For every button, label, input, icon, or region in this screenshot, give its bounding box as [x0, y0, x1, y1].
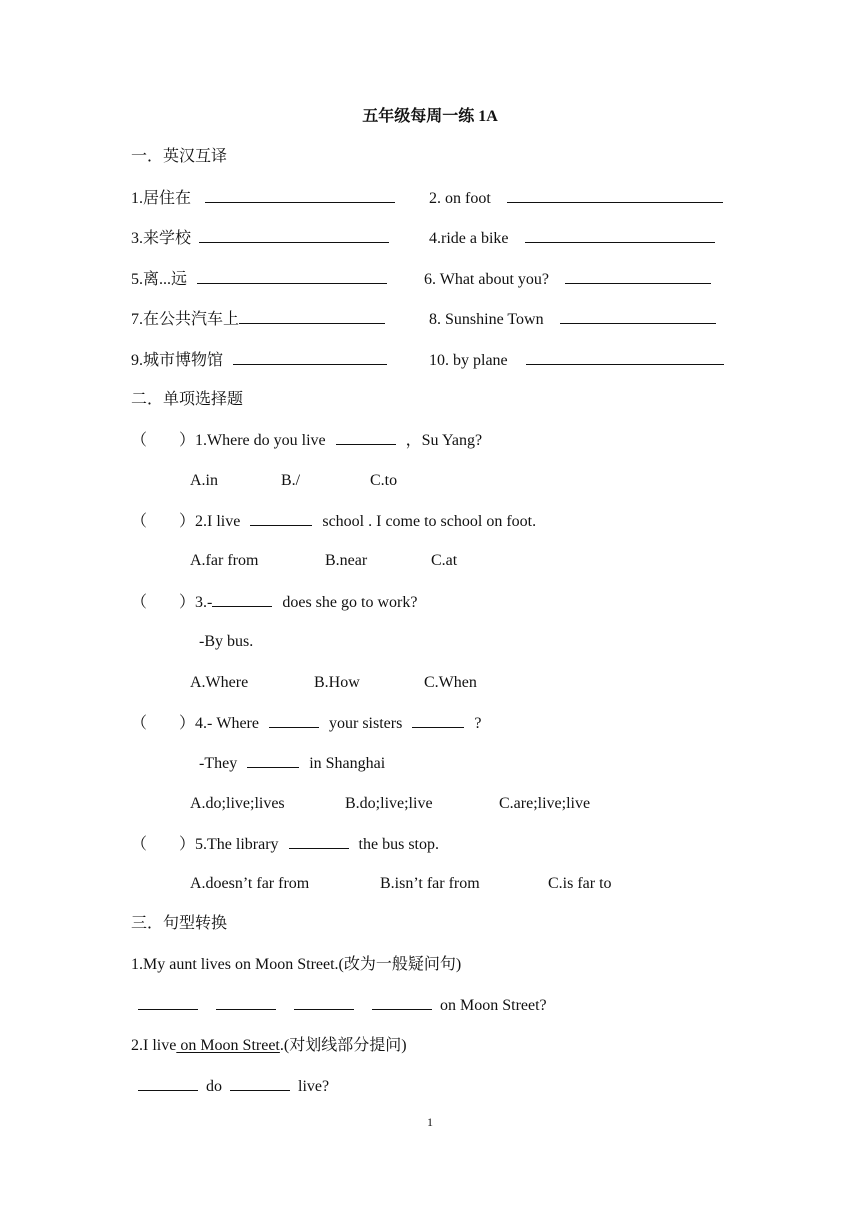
translate-item-6: [424, 269, 711, 290]
answer-blank[interactable]: [525, 228, 715, 243]
option-c[interactable]: C.are;live;live: [499, 795, 591, 812]
item-text: 9.城市博物馆: [131, 352, 224, 369]
answer-blank[interactable]: [239, 309, 385, 324]
option-b[interactable]: B./: [281, 472, 301, 489]
answer-text: in Shanghai: [309, 755, 386, 772]
question-text: ，Su Yang?: [405, 432, 483, 449]
section3-heading: 三．句型转换: [131, 915, 228, 932]
choice-question-3: [131, 592, 417, 613]
item-text: 4.ride a bike: [429, 230, 509, 247]
answer-blank[interactable]: [372, 995, 432, 1010]
item-text: 5.离...远: [131, 271, 188, 288]
answer-blank[interactable]: [250, 511, 312, 526]
answer-blank[interactable]: [138, 1076, 198, 1091]
answer-paren[interactable]: （ ）: [131, 513, 196, 530]
underlined-phrase: on Moon Street: [176, 1037, 280, 1054]
question-text: 2.I live: [131, 1037, 177, 1054]
answer-blank[interactable]: [247, 753, 299, 768]
question-text: 5.The library: [195, 836, 279, 853]
translate-item-5: [131, 269, 387, 290]
answer-blank[interactable]: [336, 430, 396, 445]
item-text: 7.在公共汽车上: [131, 311, 240, 328]
translate-item-8: [429, 309, 716, 330]
transform-answer-1: [138, 995, 547, 1016]
translate-item-3: [131, 228, 389, 249]
option-a[interactable]: A.Where: [190, 674, 249, 691]
section1-heading: 一．英汉互译: [131, 148, 228, 165]
translate-item-2: [429, 188, 723, 209]
choice-question-2: [131, 511, 536, 532]
question-text: school . I come to school on foot.: [322, 513, 537, 530]
option-b[interactable]: B.do;live;live: [345, 795, 433, 812]
answer-word: do: [206, 1078, 222, 1095]
question-text: the bus stop.: [358, 836, 439, 853]
answer-blank[interactable]: [212, 592, 272, 607]
answer-paren[interactable]: （ ）: [131, 836, 196, 853]
answer-blank[interactable]: [294, 995, 354, 1010]
answer-text: -They: [199, 755, 238, 772]
item-text: 3.来学校: [131, 230, 192, 247]
option-c[interactable]: C.to: [370, 472, 398, 489]
option-a[interactable]: A.in: [190, 472, 218, 489]
dialogue-answer: -By bus.: [199, 633, 254, 650]
answer-blank[interactable]: [138, 995, 198, 1010]
transform-answer-2: [138, 1076, 329, 1097]
question-text: .(对划线部分提问): [279, 1037, 407, 1054]
dialogue-answer: [199, 753, 385, 774]
option-c[interactable]: C.When: [424, 674, 477, 691]
answer-tail: live?: [298, 1078, 330, 1095]
answer-blank[interactable]: [565, 269, 711, 284]
question-text: does she go to work?: [282, 594, 418, 611]
answer-blank[interactable]: [205, 188, 395, 203]
answer-blank[interactable]: [216, 995, 276, 1010]
item-text: 10. by plane: [429, 352, 508, 369]
transform-question-2: [131, 1036, 407, 1056]
option-b[interactable]: B.isn’t far from: [380, 875, 480, 892]
option-a[interactable]: A.doesn’t far from: [190, 875, 310, 892]
choice-question-4: [131, 713, 481, 734]
answer-blank[interactable]: [507, 188, 723, 203]
page-title: 五年级每周一练 1A: [362, 108, 498, 125]
translate-item-4: [429, 228, 715, 249]
answer-blank[interactable]: [289, 834, 349, 849]
option-c[interactable]: C.at: [431, 552, 458, 569]
translate-item-7: [131, 309, 385, 330]
option-a[interactable]: A.do;live;lives: [190, 795, 285, 812]
option-b[interactable]: B.near: [325, 552, 368, 569]
question-text: 3.-: [195, 594, 213, 611]
section2-heading: 二．单项选择题: [131, 391, 244, 408]
translate-item-10: [429, 350, 724, 371]
answer-blank[interactable]: [199, 228, 389, 243]
answer-blank[interactable]: [269, 713, 319, 728]
question-text: 1.Where do you live: [195, 432, 326, 449]
answer-paren[interactable]: （ ）: [131, 715, 196, 732]
item-text: 6. What about you?: [424, 271, 550, 288]
question-text: your sisters: [328, 715, 403, 732]
page-number: 1: [427, 1115, 433, 1129]
answer-blank[interactable]: [197, 269, 387, 284]
question-text: ?: [474, 715, 482, 732]
translate-item-1: [131, 188, 395, 209]
option-a[interactable]: A.far from: [190, 552, 259, 569]
option-b[interactable]: B.How: [314, 674, 360, 691]
item-text: 2. on foot: [429, 190, 491, 207]
choice-question-5: [131, 834, 439, 855]
question-text: 4.- Where: [195, 715, 259, 732]
item-text: 1.居住在: [131, 190, 192, 207]
answer-blank[interactable]: [526, 350, 724, 365]
answer-blank[interactable]: [230, 1076, 290, 1091]
answer-tail: on Moon Street?: [440, 997, 547, 1014]
answer-paren[interactable]: （ ）: [131, 432, 196, 449]
choice-question-1: [131, 430, 482, 451]
answer-blank[interactable]: [560, 309, 716, 324]
answer-blank[interactable]: [233, 350, 387, 365]
question-text: 2.I live: [195, 513, 241, 530]
transform-question-1: 1.My aunt lives on Moon Street.(改为一般疑问句): [131, 956, 462, 973]
translate-item-9: [131, 350, 387, 371]
item-text: 8. Sunshine Town: [429, 311, 544, 328]
answer-paren[interactable]: （ ）: [131, 594, 196, 611]
option-c[interactable]: C.is far to: [548, 875, 612, 892]
answer-blank[interactable]: [412, 713, 464, 728]
